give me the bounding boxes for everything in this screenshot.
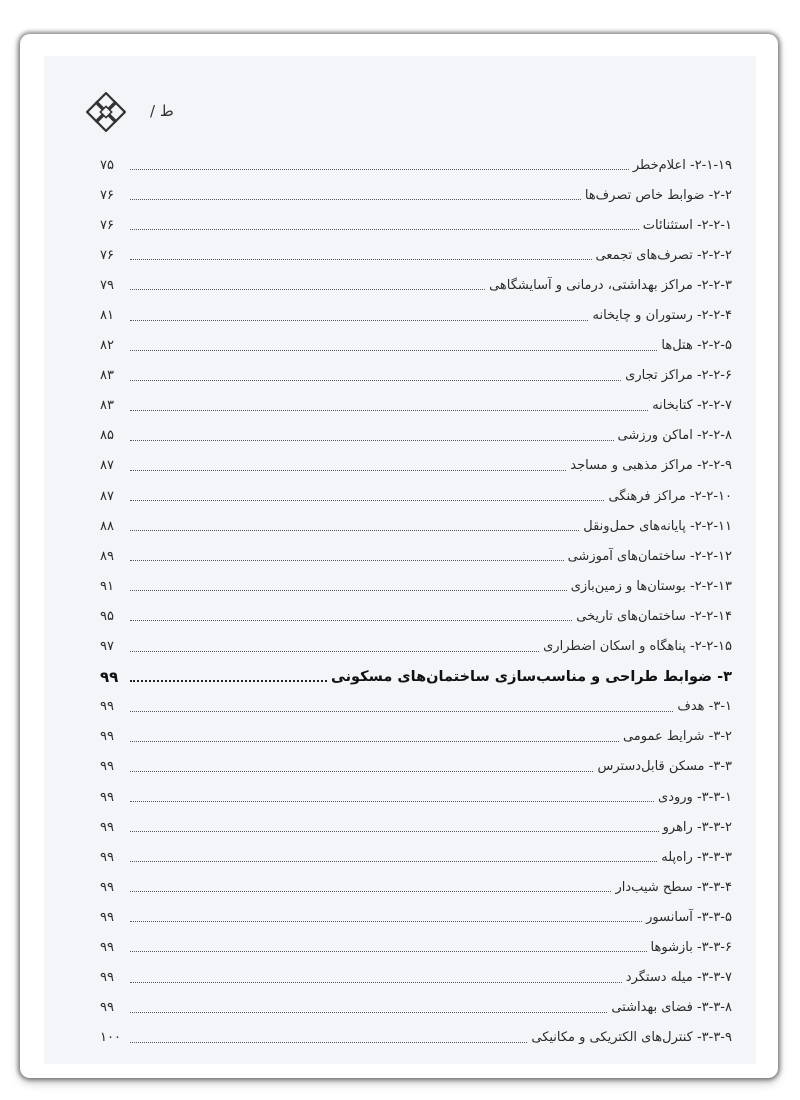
toc-entry-title: ۲-۲-۵- هتل‌ها xyxy=(661,338,732,354)
toc-entry-page: ۹۹ xyxy=(100,849,114,865)
toc-entry-page: ۷۹ xyxy=(100,277,114,293)
toc-entry-page: ۹۹ xyxy=(100,789,114,805)
toc-entry-title: ۳-۱- هدف xyxy=(677,699,732,715)
toc-entry-page: ۹۹ xyxy=(100,759,114,775)
toc-entry xyxy=(100,932,732,962)
toc-entry-page: ۸۹ xyxy=(100,548,114,564)
toc-entry xyxy=(100,601,732,631)
toc-leader-dots xyxy=(130,1011,607,1013)
toc-chapter-entry xyxy=(100,662,732,692)
toc-entry-title: ۳-۳-۲- راهرو xyxy=(662,819,732,835)
toc-entry-title: ۲-۲-۴- رستوران و چایخانه xyxy=(592,308,732,324)
toc-entry xyxy=(100,1023,732,1053)
toc-entry xyxy=(100,421,732,451)
toc-entry xyxy=(100,240,732,270)
toc-entry xyxy=(100,481,732,511)
toc-leader-dots xyxy=(130,559,564,561)
toc-leader-dots xyxy=(130,288,485,290)
toc-entry xyxy=(100,571,732,601)
toc-entry-title: ۳-۳-۱- ورودی xyxy=(658,789,732,805)
toc-entry xyxy=(100,722,732,752)
toc-entry xyxy=(100,270,732,300)
toc-leader-dots xyxy=(130,950,647,952)
toc-entry xyxy=(100,180,732,210)
toc-entry-page: ۹۹ xyxy=(100,667,119,686)
toc-entry xyxy=(100,451,732,481)
toc-entry xyxy=(100,300,732,330)
toc-entry-title: ۳-۳-۵- آسانسور xyxy=(646,909,732,925)
toc-leader-dots xyxy=(130,439,614,441)
toc-entry-page: ۸۵ xyxy=(100,428,114,444)
toc-leader-dots xyxy=(130,529,579,531)
toc-entry-title: ۲-۲- ضوابط خاص تصرف‌ها xyxy=(584,187,732,203)
toc-leader-dots xyxy=(130,469,566,471)
toc-entry-title: ۳-۳-۶- بازشوها xyxy=(650,939,732,955)
toc-leader-dots xyxy=(130,650,539,652)
table-of-contents xyxy=(100,150,732,1053)
toc-entry-page: ۹۱ xyxy=(100,578,114,594)
toc-leader-dots xyxy=(130,258,592,260)
toc-entry xyxy=(100,872,732,902)
toc-entry-title: ۳-۳-۳- راه‌پله xyxy=(661,849,732,865)
toc-entry-page: ۸۱ xyxy=(100,308,114,324)
page-marker: ط / xyxy=(150,102,174,120)
toc-entry-title: ۲-۲-۷- کتابخانه xyxy=(652,398,732,414)
toc-entry xyxy=(100,541,732,571)
toc-entry xyxy=(100,752,732,782)
toc-entry-page: ۹۹ xyxy=(100,729,114,745)
toc-leader-dots xyxy=(130,228,639,230)
toc-leader-dots xyxy=(130,409,648,411)
toc-entry-title: ۲-۲-۱۰- مراکز فرهنگی xyxy=(608,488,732,504)
toc-entry-page: ۹۹ xyxy=(100,1000,114,1016)
toc-entry-page: ۸۲ xyxy=(100,338,114,354)
toc-leader-dots xyxy=(130,198,581,200)
toc-entry-page: ۸۳ xyxy=(100,398,114,414)
toc-entry-title: ۲-۲-۱۵- پناهگاه و اسکان اضطراری xyxy=(543,639,732,655)
toc-entry-page: ۸۳ xyxy=(100,368,114,384)
toc-entry-title: ۲-۲-۱۱- پایانه‌های حمل‌ونقل xyxy=(583,518,732,534)
toc-entry-title: ۲-۲-۲- تصرف‌های تجمعی xyxy=(595,247,732,263)
toc-entry-title: ۲-۲-۶- مراکز تجاری xyxy=(625,368,732,384)
toc-entry xyxy=(100,511,732,541)
toc-entry-page: ۸۷ xyxy=(100,458,114,474)
toc-leader-dots xyxy=(130,860,657,862)
toc-entry-page: ۹۹ xyxy=(100,819,114,835)
toc-leader-dots xyxy=(130,1041,527,1043)
toc-leader-dots xyxy=(130,379,621,381)
toc-entry xyxy=(100,692,732,722)
toc-leader-dots xyxy=(130,800,654,802)
toc-entry xyxy=(100,331,732,361)
toc-leader-dots xyxy=(130,770,593,772)
toc-entry-page: ۷۶ xyxy=(100,187,114,203)
toc-entry-title: ۳-۳-۸- فضای بهداشتی xyxy=(611,1000,732,1016)
toc-entry xyxy=(100,632,732,662)
toc-entry-page: ۹۷ xyxy=(100,639,114,655)
toc-leader-dots xyxy=(130,589,567,591)
toc-entry-title: ۳- ضوابط طراحی و مناسب‌سازی ساختمان‌های مسکونی xyxy=(330,668,732,685)
toc-entry-page: ۹۹ xyxy=(100,699,114,715)
toc-leader-dots xyxy=(130,349,657,351)
toc-entry-title: ۳-۳-۴- سطح شیب‌دار xyxy=(615,879,732,895)
toc-entry-page: ۷۵ xyxy=(100,157,114,173)
toc-entry-page: ۱۰۰ xyxy=(100,1030,121,1046)
toc-entry-page: ۹۹ xyxy=(100,970,114,986)
toc-entry xyxy=(100,150,732,180)
toc-entry-page: ۷۶ xyxy=(100,217,114,233)
toc-leader-dots xyxy=(130,920,642,922)
toc-leader-dots xyxy=(130,679,327,682)
toc-entry xyxy=(100,902,732,932)
toc-entry-title: ۳-۳- مسکن قابل‌دسترس xyxy=(597,759,732,775)
toc-entry-title: ۲-۲-۳- مراکز بهداشتی، درمانی و آسایشگاهی xyxy=(489,277,732,293)
toc-leader-dots xyxy=(130,168,629,170)
toc-entry xyxy=(100,963,732,993)
toc-entry-page: ۸۸ xyxy=(100,518,114,534)
toc-leader-dots xyxy=(130,619,572,621)
toc-leader-dots xyxy=(130,319,588,321)
toc-entry-title: ۲-۲-۱۳- بوستان‌ها و زمین‌بازی xyxy=(570,578,732,594)
toc-entry-title: ۳-۳-۷- میله دستگرد xyxy=(625,970,732,986)
toc-entry-title: ۲-۲-۱۲- ساختمان‌های آموزشی xyxy=(567,548,732,564)
toc-entry xyxy=(100,361,732,391)
toc-leader-dots xyxy=(130,499,604,501)
toc-leader-dots xyxy=(130,830,659,832)
toc-entry-page: ۹۹ xyxy=(100,939,114,955)
toc-entry-page: ۹۹ xyxy=(100,909,114,925)
toc-entry xyxy=(100,391,732,421)
toc-entry-title: ۲-۲-۹- مراکز مذهبی و مساجد xyxy=(570,458,732,474)
toc-entry xyxy=(100,842,732,872)
toc-entry-page: ۸۷ xyxy=(100,488,114,504)
toc-leader-dots xyxy=(130,740,619,742)
toc-entry-title: ۲-۱-۱۹- اعلام‌خطر xyxy=(632,157,732,173)
toc-entry xyxy=(100,782,732,812)
toc-entry-title: ۲-۲-۱- استثنائات xyxy=(642,217,732,233)
toc-entry xyxy=(100,210,732,240)
toc-leader-dots xyxy=(130,981,622,983)
toc-entry-page: ۹۵ xyxy=(100,608,114,624)
toc-leader-dots xyxy=(130,890,611,892)
toc-entry-title: ۳-۳-۹- کنترل‌های الکتریکی و مکانیکی xyxy=(531,1030,732,1046)
toc-entry-title: ۲-۲-۱۴- ساختمان‌های تاریخی xyxy=(576,608,732,624)
toc-entry-page: ۹۹ xyxy=(100,879,114,895)
toc-entry xyxy=(100,812,732,842)
toc-entry-page: ۷۶ xyxy=(100,247,114,263)
toc-entry-title: ۳-۲- شرایط عمومی xyxy=(622,729,732,745)
toc-entry xyxy=(100,993,732,1023)
toc-entry-title: ۲-۲-۸- اماکن ورزشی xyxy=(617,428,732,444)
knot-ornament-icon xyxy=(86,92,126,132)
toc-leader-dots xyxy=(130,710,673,712)
